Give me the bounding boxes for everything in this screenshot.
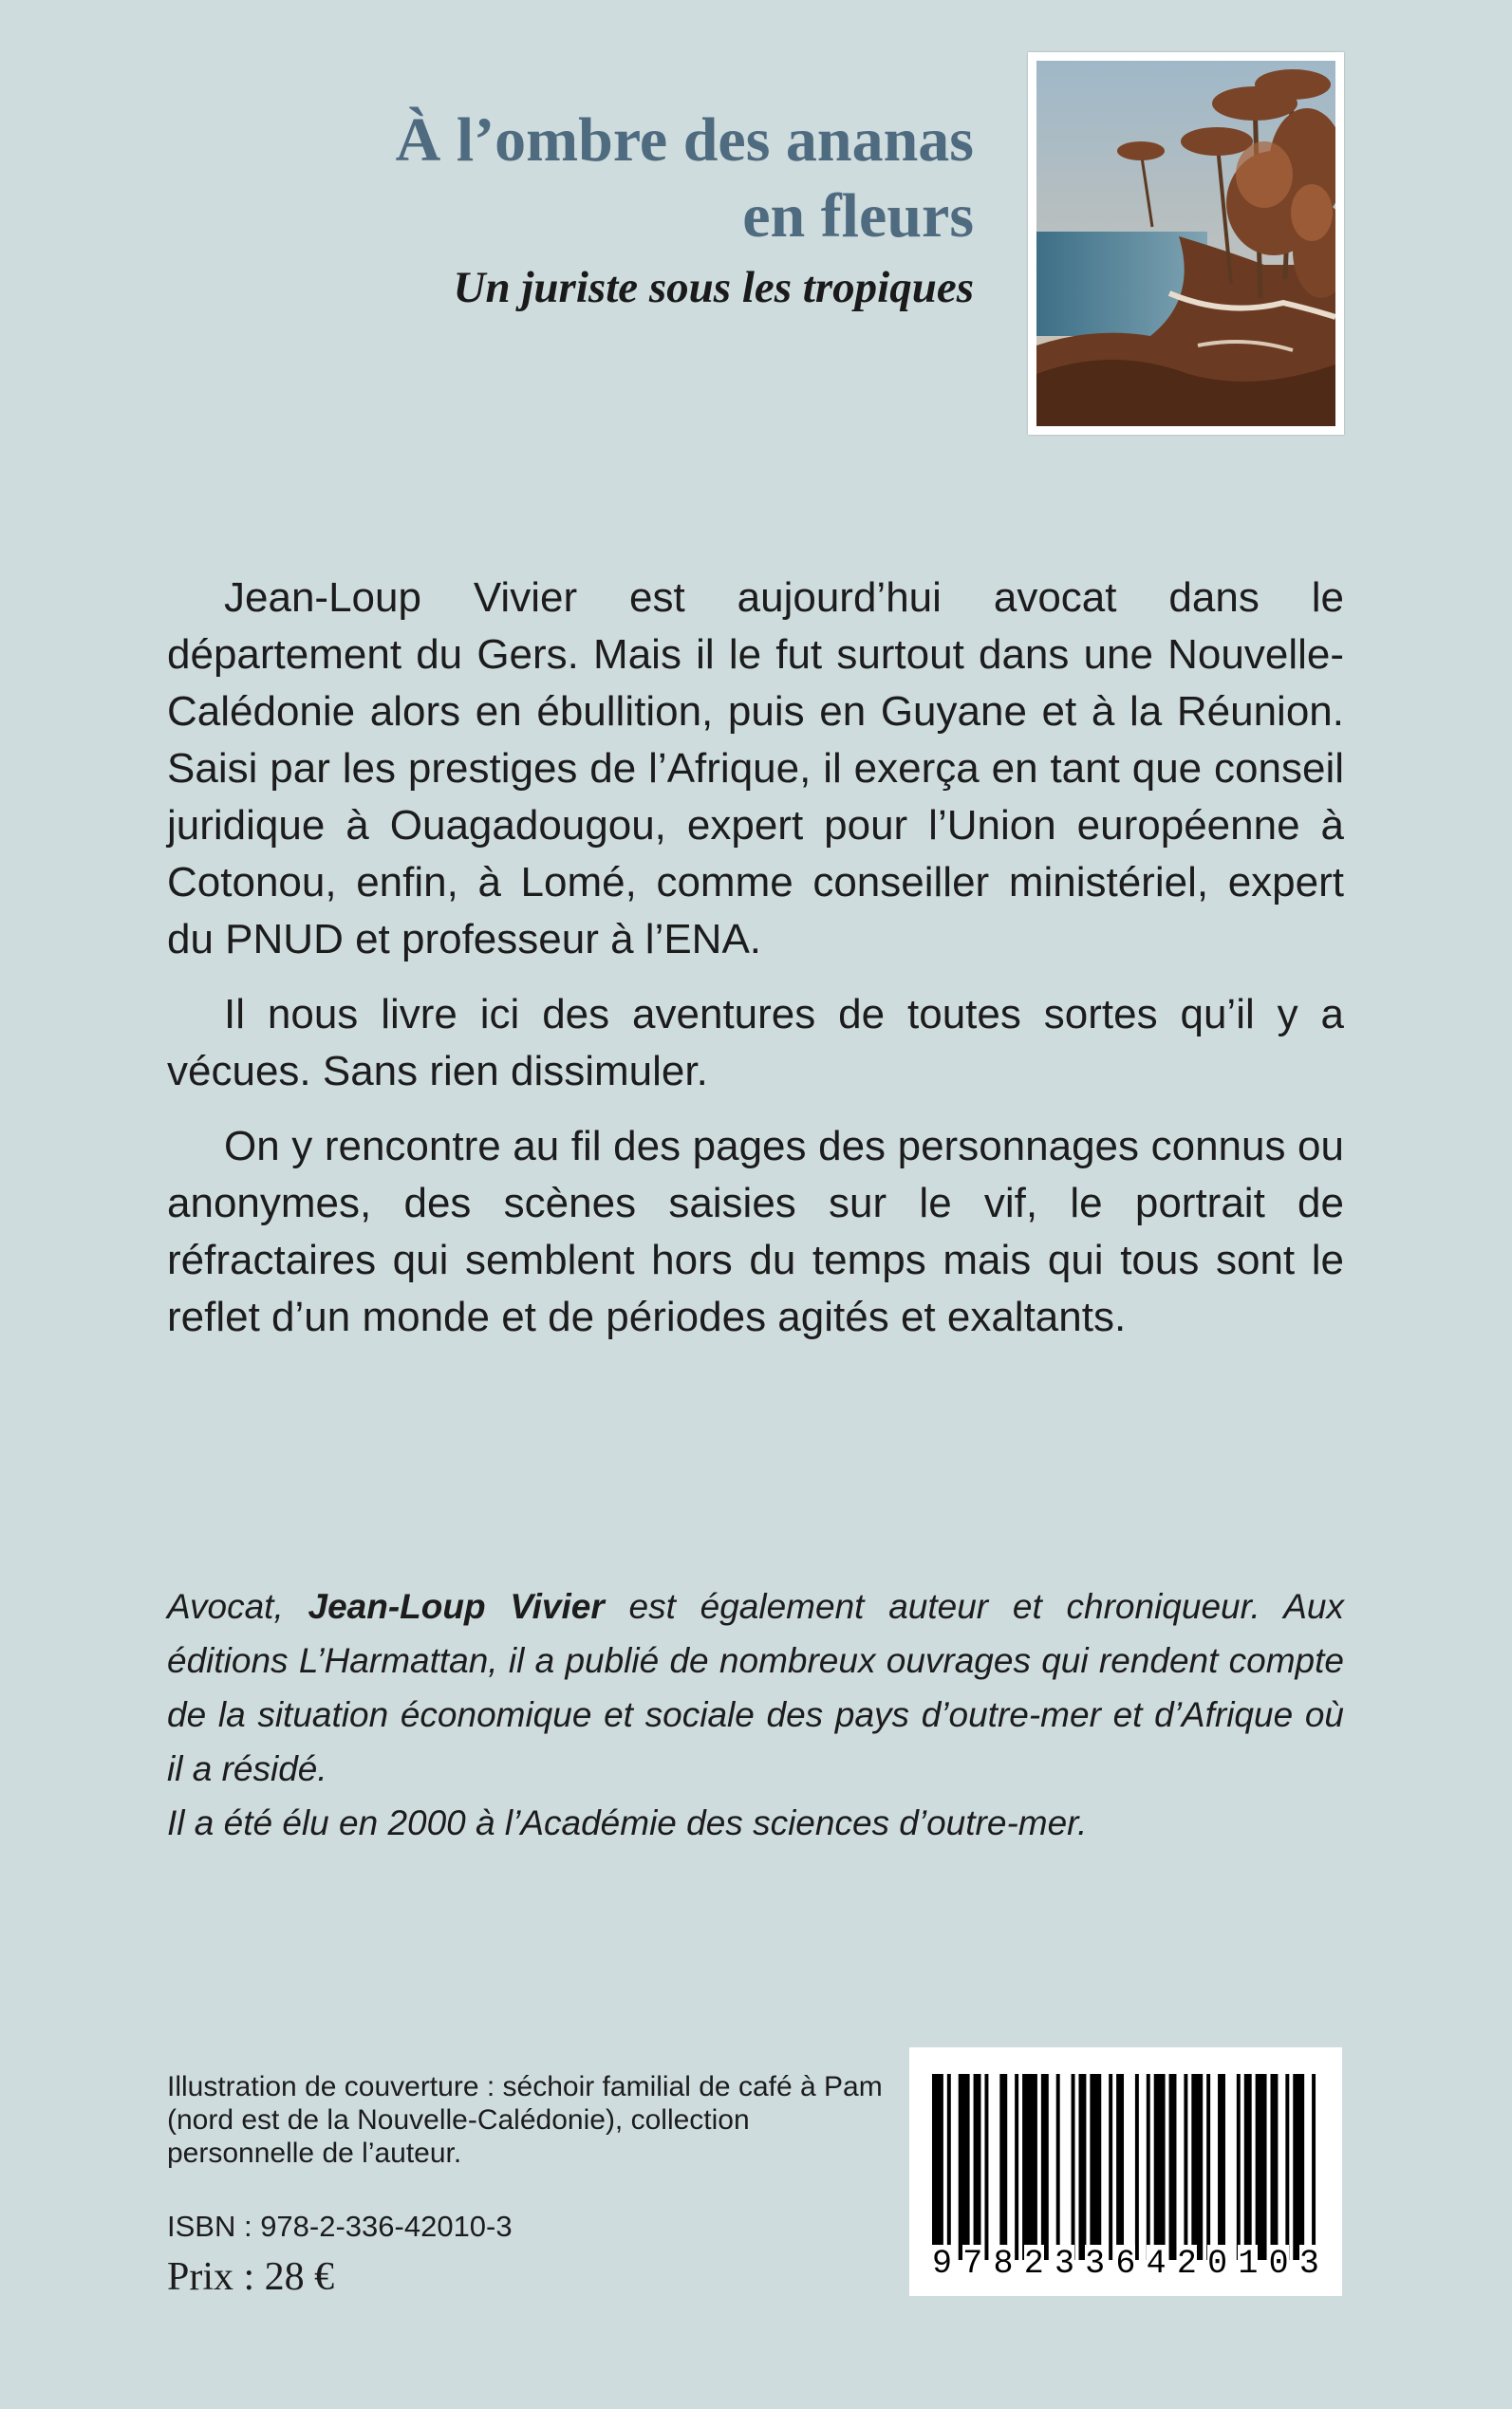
barcode-digit: 3 <box>1085 2245 1106 2283</box>
barcode-digit: 7 <box>962 2245 983 2283</box>
barcode-digit: 9 <box>932 2245 953 2283</box>
barcode-digit: 6 <box>1115 2245 1136 2283</box>
barcode-bars <box>932 2074 1319 2260</box>
price: Prix : 28 € <box>167 2255 335 2299</box>
barcode-digit: 1 <box>1238 2245 1259 2283</box>
barcode-bar <box>1041 2074 1049 2260</box>
barcode-digit: 8 <box>993 2245 1014 2283</box>
barcode-bar <box>1078 2074 1086 2260</box>
cover-photo <box>1028 52 1344 435</box>
back-cover-description <box>167 570 1344 1364</box>
barcode-bar <box>1154 2074 1166 2260</box>
book-subtitle: Un juriste sous les tropiques <box>453 263 974 312</box>
barcode-bar <box>1090 2074 1101 2260</box>
barcode-bar <box>1109 2074 1112 2260</box>
barcode-bar <box>959 2074 970 2260</box>
tropical-beach-photo-icon <box>1036 61 1335 426</box>
barcode-bar <box>1312 2074 1316 2260</box>
barcode-bar <box>1056 2074 1060 2260</box>
barcode-bar <box>1135 2074 1139 2260</box>
author-bio <box>167 1579 1344 1850</box>
barcode-bar <box>1072 2074 1075 2260</box>
barcode-bar <box>1116 2074 1124 2260</box>
barcode-bar <box>1271 2074 1279 2260</box>
author-bio-prefix: Avocat, <box>167 1587 308 1626</box>
barcode-bar <box>1218 2074 1225 2260</box>
barcode-bar <box>974 2074 981 2260</box>
cover-title-block <box>396 103 974 315</box>
isbn: ISBN : 978-2-336-42010-3 <box>167 2210 513 2243</box>
barcode-bar <box>947 2074 951 2260</box>
barcode-bar <box>1184 2074 1187 2260</box>
barcode-digit: 2 <box>1176 2245 1197 2283</box>
barcode-digit: 3 <box>1054 2245 1074 2283</box>
author-bio-text: est également auteur et chroniqueur. Aux éditions L’Harmattan, il a publié de nombreux ouvrages qui rendent compte de la situation économique et sociale des pays d’outre-mer et d’Afrique où il a résidé. <box>167 1587 1344 1788</box>
description-paragraph: On y rencontre au fil des pages des personnages connus ou anonymes, des scènes saisies sur le vif, le portrait de réfractaires qui semblent hors du temps mais qui tous sont le reflet d’un monde et de périodes agités et exaltants. <box>167 1123 1344 1340</box>
barcode-bar <box>1206 2074 1210 2260</box>
barcode-bar <box>1147 2074 1150 2260</box>
barcode-digit: 0 <box>1268 2245 1289 2283</box>
book-title-line-2: en fleurs <box>742 181 974 251</box>
barcode-bar <box>1022 2074 1037 2260</box>
barcode-bar <box>1293 2074 1304 2260</box>
author-name: Jean-Loup Vivier <box>308 1587 605 1626</box>
barcode-digits <box>932 2245 1319 2283</box>
barcode-bar <box>1285 2074 1289 2260</box>
barcode-bar <box>1237 2074 1241 2260</box>
description-paragraph: Jean-Loup Vivier est aujourd’hui avocat dans le département du Gers. Mais il le fut surtout dans une Nouvelle-Calédonie alors en ébullition, puis en Guyane et à la Réunion. Saisi par les prestiges de l’Afrique, il exerça en tant que conseil juridique à Ouagadougou, expert pour l’Union européenne à Cotonou, enfin, à Lomé, comme conseiller ministériel, expert du PNUD et professeur à l’ENA. <box>167 574 1344 962</box>
barcode-digit: 0 <box>1207 2245 1228 2283</box>
book-title-line-1: À l’ombre des ananas <box>395 105 974 175</box>
barcode-digit: 3 <box>1298 2245 1319 2283</box>
barcode-bar <box>999 2074 1007 2260</box>
barcode-bar <box>932 2074 943 2260</box>
barcode-bar <box>1256 2074 1267 2260</box>
description-paragraph: Il nous livre ici des aventures de toutes sortes qu’il y a vécues. Sans rien dissimuler. <box>167 991 1344 1094</box>
barcode-digit: 2 <box>1023 2245 1044 2283</box>
barcode-bar <box>1169 2074 1177 2260</box>
barcode-bar <box>984 2074 988 2260</box>
author-bio-paragraph <box>167 1579 1344 1796</box>
barcode-bar <box>1244 2074 1252 2260</box>
cover-illustration-credit: Illustration de couverture : séchoir familial de café à Pam (nord est de la Nouvelle-Calédonie), collection personnelle de l’auteur. <box>167 2071 883 2169</box>
barcode-bar <box>1191 2074 1203 2260</box>
barcode-digit: 4 <box>1146 2245 1167 2283</box>
barcode-bar <box>1015 2074 1018 2260</box>
barcode <box>909 2047 1342 2296</box>
author-bio-academy: Il a été élu en 2000 à l’Académie des sciences d’outre-mer. <box>167 1803 1088 1842</box>
